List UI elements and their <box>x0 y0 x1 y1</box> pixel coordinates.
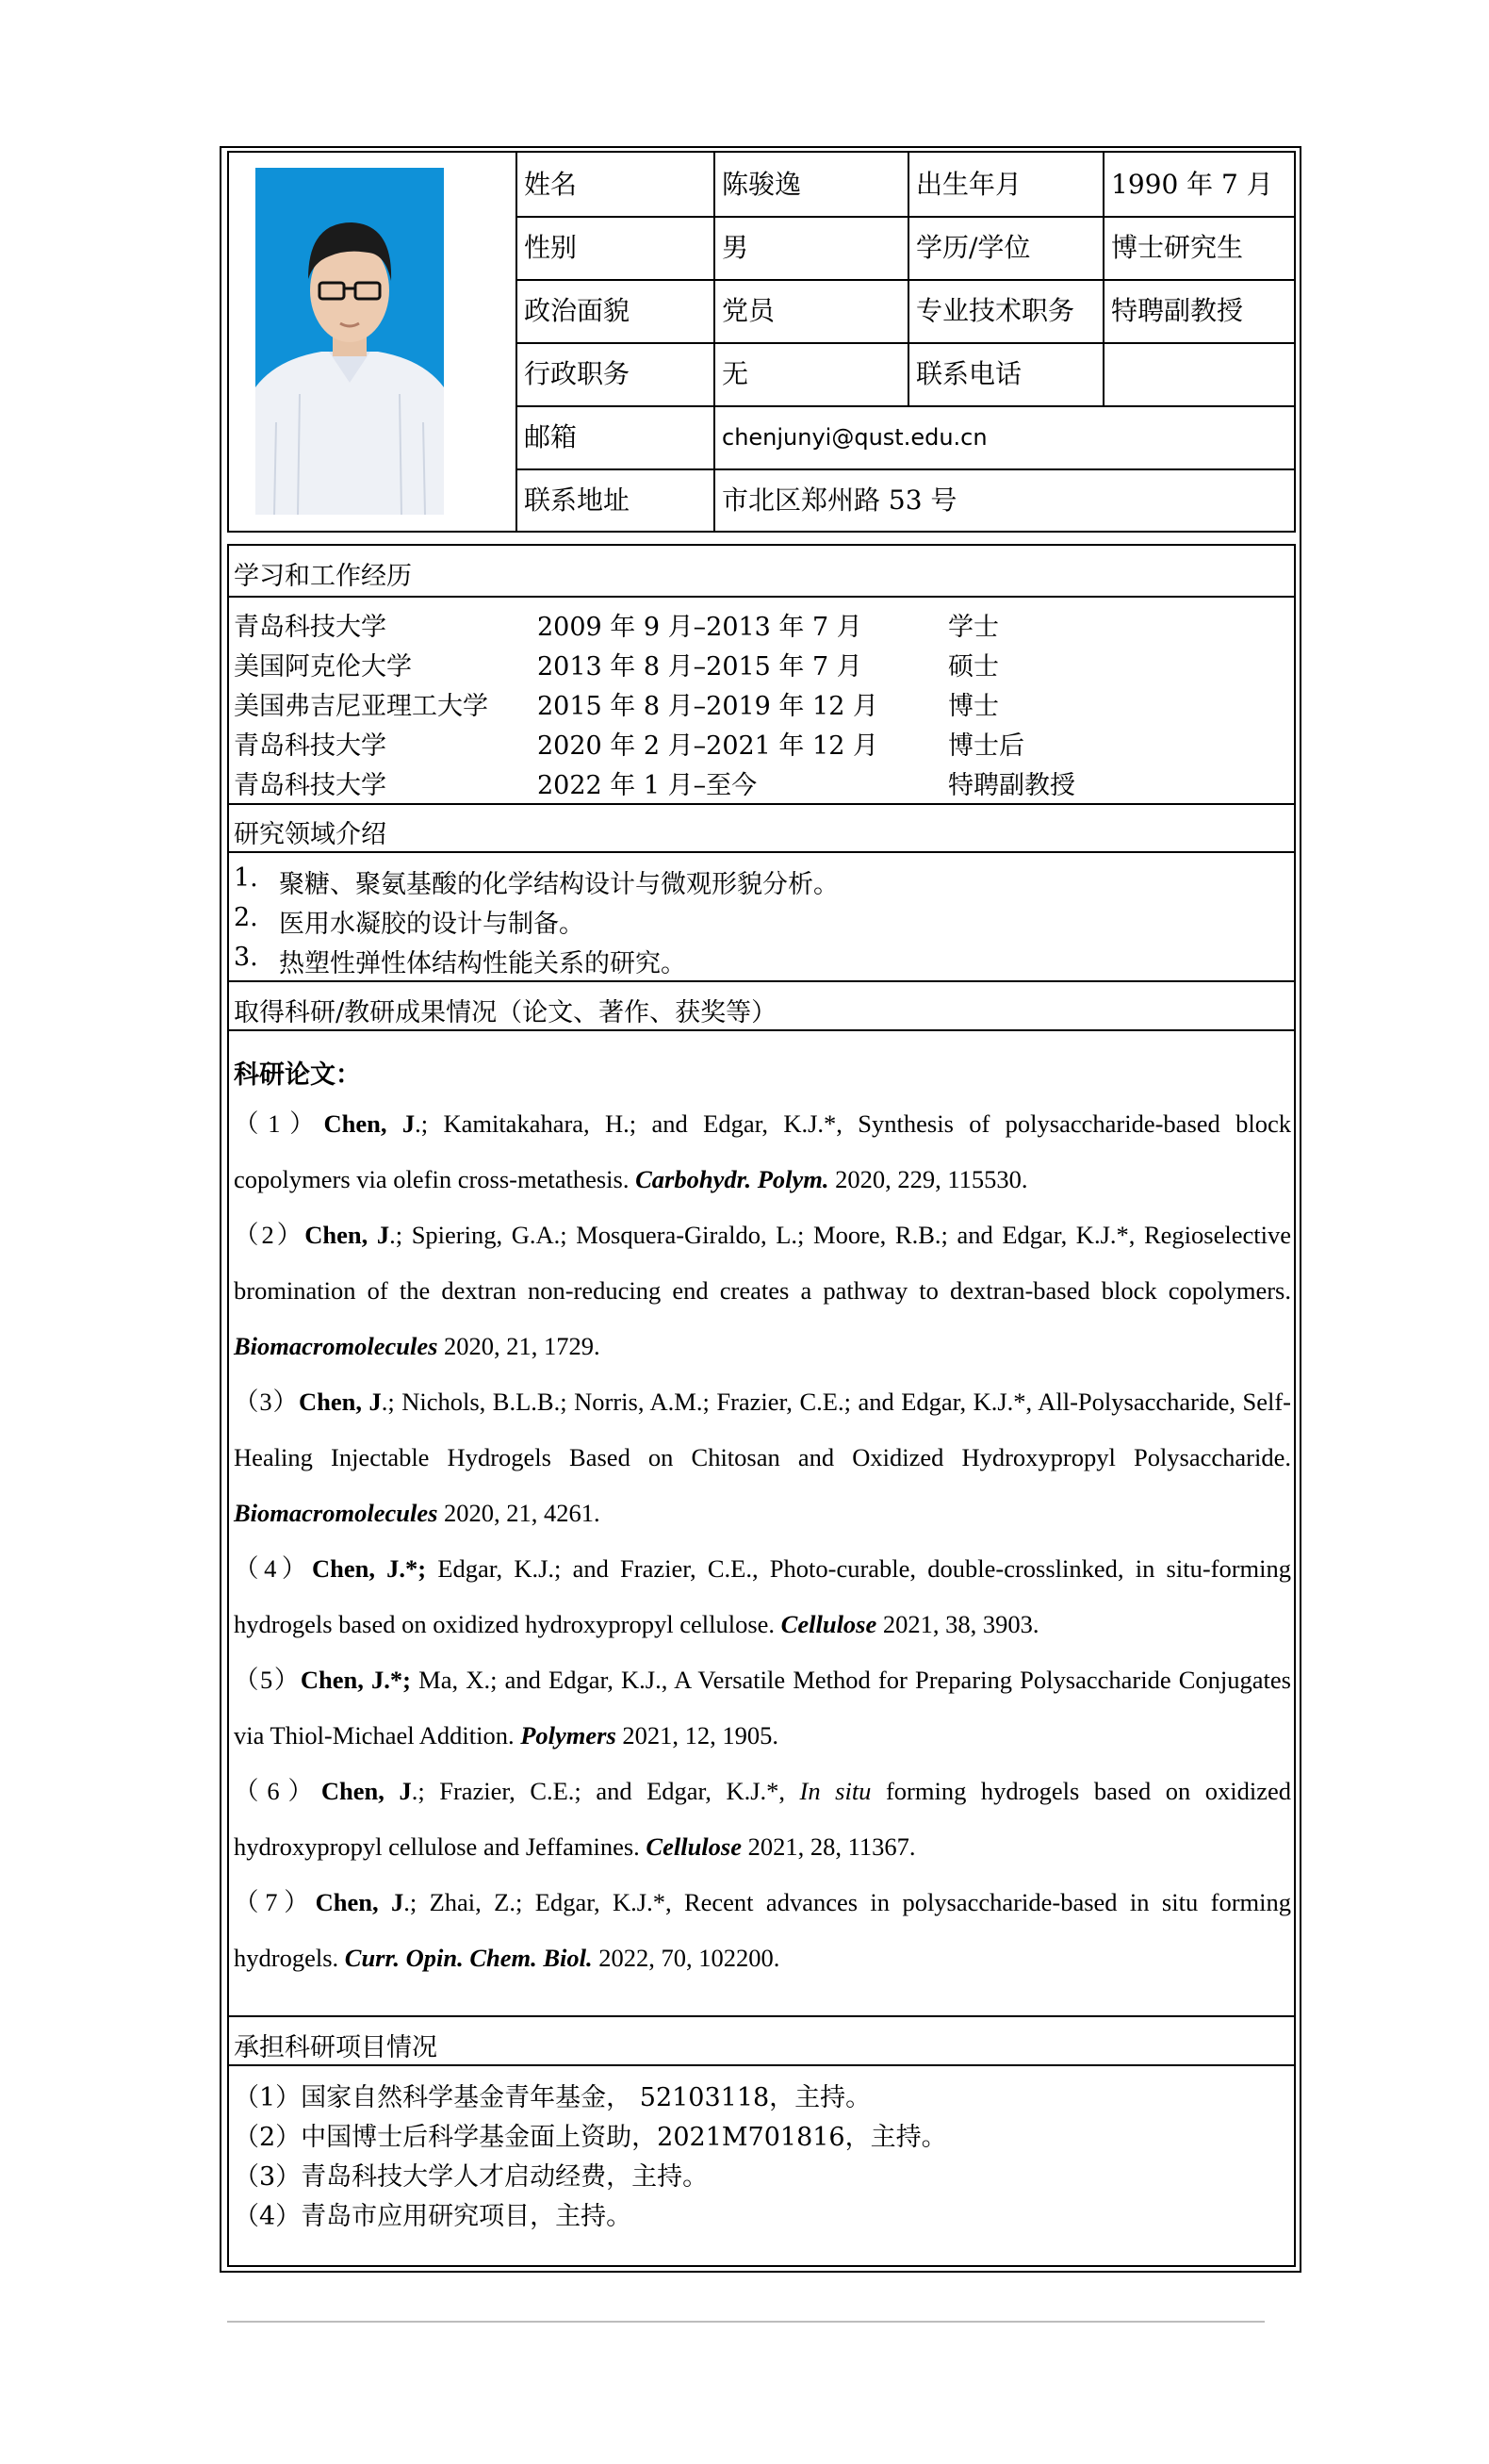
edu-degree: 博士后 <box>948 731 1024 761</box>
paper-author: Chen, J <box>298 1388 382 1416</box>
edu-school: 青岛科技大学 <box>234 731 386 761</box>
value-political: 党员 <box>722 295 776 326</box>
edu-period: 2022 年 1 月–至今 <box>537 771 758 800</box>
paper-text: forming hydrogels based on oxidized hydroxypropyl cellulose and Jeffamines. <box>234 1777 1291 1861</box>
paper-citation: 2020, 21, 1729. <box>437 1332 600 1360</box>
edu-period: 2015 年 8 月–2019 年 12 月 <box>537 692 878 721</box>
value-admin-post: 无 <box>722 358 749 389</box>
paper-citation: 2021, 12, 1905. <box>615 1721 779 1749</box>
value-gender: 男 <box>722 232 749 263</box>
papers-subtitle: 科研论文： <box>234 1060 361 1090</box>
value-name: 陈骏逸 <box>722 168 802 200</box>
paper-citation: 2020, 21, 4261. <box>437 1499 600 1527</box>
value-email[interactable]: chenjunyi@qust.edu.cn <box>722 424 988 451</box>
paper-journal: Biomacromolecules <box>234 1332 438 1360</box>
paper-item <box>234 1875 1291 1986</box>
edu-school: 美国阿克伦大学 <box>234 652 412 682</box>
person-portrait-icon <box>255 168 444 515</box>
edu-degree: 硕士 <box>948 652 999 682</box>
footer-divider <box>227 2321 1265 2323</box>
paper-text: Edgar, K.J.; and Frazier, C.E., Photo-curable, double-crosslinked, in situ-forming hydrogels based on oxidized hydroxypropyl cellulose. <box>234 1554 1292 1638</box>
paper-number: （7） <box>234 1888 316 1916</box>
paper-citation: 2021, 28, 11367. <box>742 1832 916 1861</box>
research-item-num: 3. <box>234 943 258 972</box>
education-title: 学习和工作经历 <box>234 562 412 591</box>
paper-number: （6） <box>234 1777 321 1805</box>
edu-period: 2009 年 9 月–2013 年 7 月 <box>537 613 862 642</box>
projects-title: 承担科研项目情况 <box>234 2033 437 2062</box>
paper-item <box>234 1764 1291 1875</box>
edu-school: 青岛科技大学 <box>234 613 386 642</box>
paper-journal: Cellulose <box>780 1610 877 1638</box>
achievements-title: 取得科研/教研成果情况（论文、著作、获奖等） <box>234 998 777 1027</box>
paper-author: Chen, J <box>304 1221 390 1249</box>
paper-text: Ma, X.; and Edgar, K.J., A Versatile Method for Preparing Polysaccharide Conjugates via Thiol-Michael Addition. <box>234 1666 1291 1749</box>
paper-author: Chen, J <box>315 1888 404 1916</box>
edu-degree: 特聘副教授 <box>948 771 1075 800</box>
label-birth: 出生年月 <box>916 168 1023 200</box>
paper-item <box>234 1652 1291 1764</box>
label-gender: 性别 <box>524 232 578 263</box>
paper-journal: Carbohydr. Polym. <box>635 1165 829 1193</box>
paper-citation: 2020, 229, 115530. <box>828 1165 1028 1193</box>
research-title: 研究领域介绍 <box>234 820 386 849</box>
label-name: 姓名 <box>524 168 578 200</box>
paper-item <box>234 1541 1291 1652</box>
project-item: （3）青岛科技大学人才启动经费，主持。 <box>234 2162 709 2192</box>
label-degree: 学历/学位 <box>916 232 1031 263</box>
paper-text: .; Zhai, Z.; Edgar, K.J.*, Recent advances in polysaccharide-based in situ forming hydrogels. <box>234 1888 1291 1972</box>
label-title: 专业技术职务 <box>916 295 1075 326</box>
label-admin-post: 行政职务 <box>524 358 630 389</box>
edu-degree: 博士 <box>948 692 999 721</box>
value-degree: 博士研究生 <box>1111 232 1244 263</box>
paper-text: .; Nichols, B.L.B.; Norris, A.M.; Frazier, C.E.; and Edgar, K.J.*, All-Polysaccharide, Self-Healing Injectable Hydrogels Based on Chitosan and Oxidized Hydroxypropyl Polysaccharide. <box>234 1388 1291 1471</box>
paper-italic-term: In situ <box>799 1777 872 1805</box>
profile-photo <box>255 168 444 515</box>
project-item: （4）青岛市应用研究项目，主持。 <box>234 2202 632 2231</box>
paper-journal: Polymers <box>520 1721 616 1749</box>
edu-school: 美国弗吉尼亚理工大学 <box>234 692 488 721</box>
paper-number: （5） <box>234 1666 301 1694</box>
paper-number: （4） <box>234 1554 312 1583</box>
paper-author: Chen, J.*; <box>311 1554 427 1583</box>
paper-journal: Cellulose <box>646 1832 742 1861</box>
paper-journal: Curr. Opin. Chem. Biol. <box>344 1944 593 1972</box>
research-item-text: 热塑性弹性体结构性能关系的研究。 <box>279 949 686 978</box>
label-email: 邮箱 <box>524 421 578 452</box>
project-item: （2）中国博士后科学基金面上资助，2021M701816，主持。 <box>234 2123 947 2152</box>
edu-school: 青岛科技大学 <box>234 771 386 800</box>
research-item-num: 1. <box>234 863 258 893</box>
paper-author: Chen, J <box>320 1777 412 1805</box>
paper-author: Chen, J.*; <box>300 1666 412 1694</box>
paper-number: （3） <box>234 1388 299 1416</box>
paper-text: .; Spiering, G.A.; Mosquera-Giraldo, L.; Moore, R.B.; and Edgar, K.J.*, Regioselective bromination of the dextran non-reducing end creates a pathway to dextran-based block copolymers. <box>234 1221 1291 1305</box>
value-phone <box>1104 343 1294 405</box>
paper-citation: 2022, 70, 102200. <box>592 1944 780 1972</box>
label-address: 联系地址 <box>524 485 630 516</box>
value-title: 特聘副教授 <box>1111 295 1244 326</box>
paper-journal: Biomacromolecules <box>234 1499 438 1527</box>
value-birth: 1990 年 7 月 <box>1111 168 1273 200</box>
research-item-text: 聚糖、聚氨基酸的化学结构设计与微观形貌分析。 <box>279 870 839 899</box>
label-phone: 联系电话 <box>916 358 1023 389</box>
edu-period: 2020 年 2 月–2021 年 12 月 <box>537 731 878 761</box>
edu-period: 2013 年 8 月–2015 年 7 月 <box>537 652 862 682</box>
paper-item <box>234 1096 1291 1207</box>
paper-number: （1） <box>234 1109 324 1138</box>
value-address: 市北区郑州路 53 号 <box>722 485 957 516</box>
paper-citation: 2021, 38, 3903. <box>876 1610 1039 1638</box>
research-item-text: 医用水凝胶的设计与制备。 <box>279 910 584 939</box>
edu-degree: 学士 <box>948 613 999 642</box>
paper-number: （2） <box>234 1221 305 1249</box>
paper-item <box>234 1374 1291 1541</box>
research-item-num: 2. <box>234 903 258 932</box>
label-political: 政治面貌 <box>524 295 630 326</box>
project-item: （1）国家自然科学基金青年基金， 52103118，主持。 <box>234 2083 872 2112</box>
paper-item <box>234 1207 1291 1374</box>
paper-author: Chen, J <box>323 1109 416 1138</box>
paper-text: .; Kamitakahara, H.; and Edgar, K.J.*, Synthesis of polysaccharide-based block copolymers via olefin cross-metathesis. <box>234 1109 1292 1193</box>
paper-text: .; Frazier, C.E.; and Edgar, K.J.*, <box>411 1777 800 1805</box>
